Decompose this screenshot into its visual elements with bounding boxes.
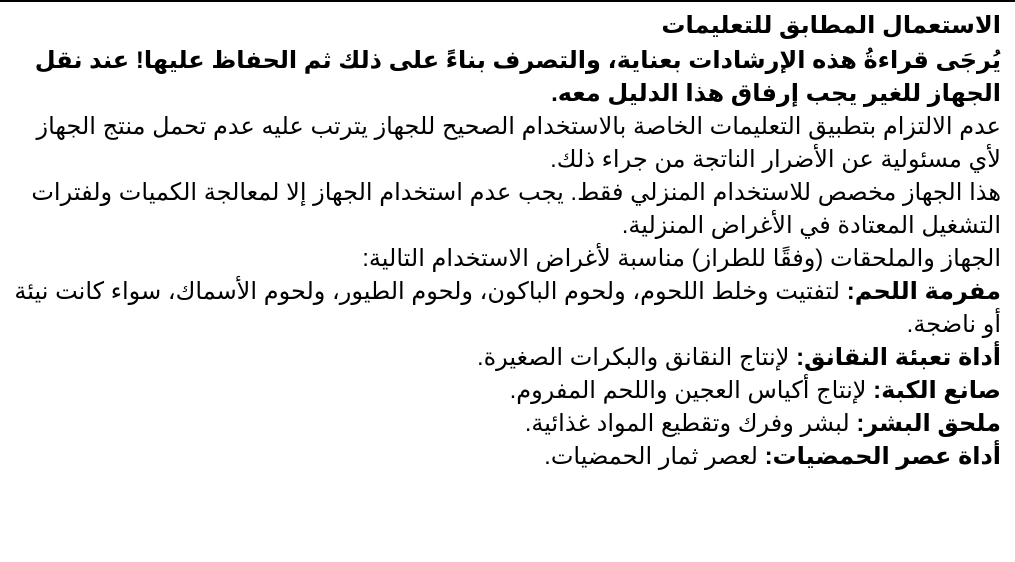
intended-uses-intro: الجهاز والملحقات (وفقًا للطراز) مناسبة لأغراض الاستخدام التالية: xyxy=(362,245,1001,272)
use-description: لإنتاج أكياس العجين واللحم المفروم. xyxy=(509,377,874,404)
use-term: أداة عصر الحمضيات: xyxy=(764,443,1001,470)
liability-paragraph: عدم الالتزام بتطبيق التعليمات الخاصة بالاستخدام الصحيح للجهاز يترتب عليه عدم تحمل منتج الجهاز لأي مسئولية عن الأضرار الناتجة من جراء ذلك. xyxy=(36,113,1001,173)
use-item-citrus-press xyxy=(14,440,1001,473)
use-item-grater xyxy=(14,407,1001,440)
warning-text: يُرجَى قراءةُ هذه الإرشادات بعناية، والتصرف بناءً على ذلك ثم الحفاظ عليها! عند نقل الجهاز للغير يجب إرفاق هذا الدليل معه. xyxy=(34,47,1001,107)
section-title: الاستعمال المطابق للتعليمات xyxy=(661,12,1001,39)
use-description: لتفتيت وخلط اللحوم، ولحوم الباكون، ولحوم الطيور، ولحوم الأسماك، سواء كانت نيئة أو ناضجة. xyxy=(14,278,1001,338)
use-term: مفرمة اللحم: xyxy=(846,278,1001,305)
use-term: ملحق البشر: xyxy=(856,410,1001,437)
use-term: صانع الكبة: xyxy=(873,377,1001,404)
use-description: لبشر وفرك وتقطيع المواد غذائية. xyxy=(524,410,857,437)
use-description: لإنتاج النقانق والبكرات الصغيرة. xyxy=(476,344,797,371)
use-item-sausage-filler xyxy=(14,341,1001,374)
use-item-kibbeh-maker xyxy=(14,374,1001,407)
use-item-meat-grinder xyxy=(14,275,1001,341)
household-use-paragraph: هذا الجهاز مخصص للاستخدام المنزلي فقط. يجب عدم استخدام الجهاز إلا لمعالجة الكميات ولفترات التشغيل المعتادة في الأغراض المنزلية. xyxy=(31,179,1001,239)
use-term: أداة تعبئة النقانق: xyxy=(796,344,1001,371)
use-description: لعصر ثمار الحمضيات. xyxy=(544,443,765,470)
